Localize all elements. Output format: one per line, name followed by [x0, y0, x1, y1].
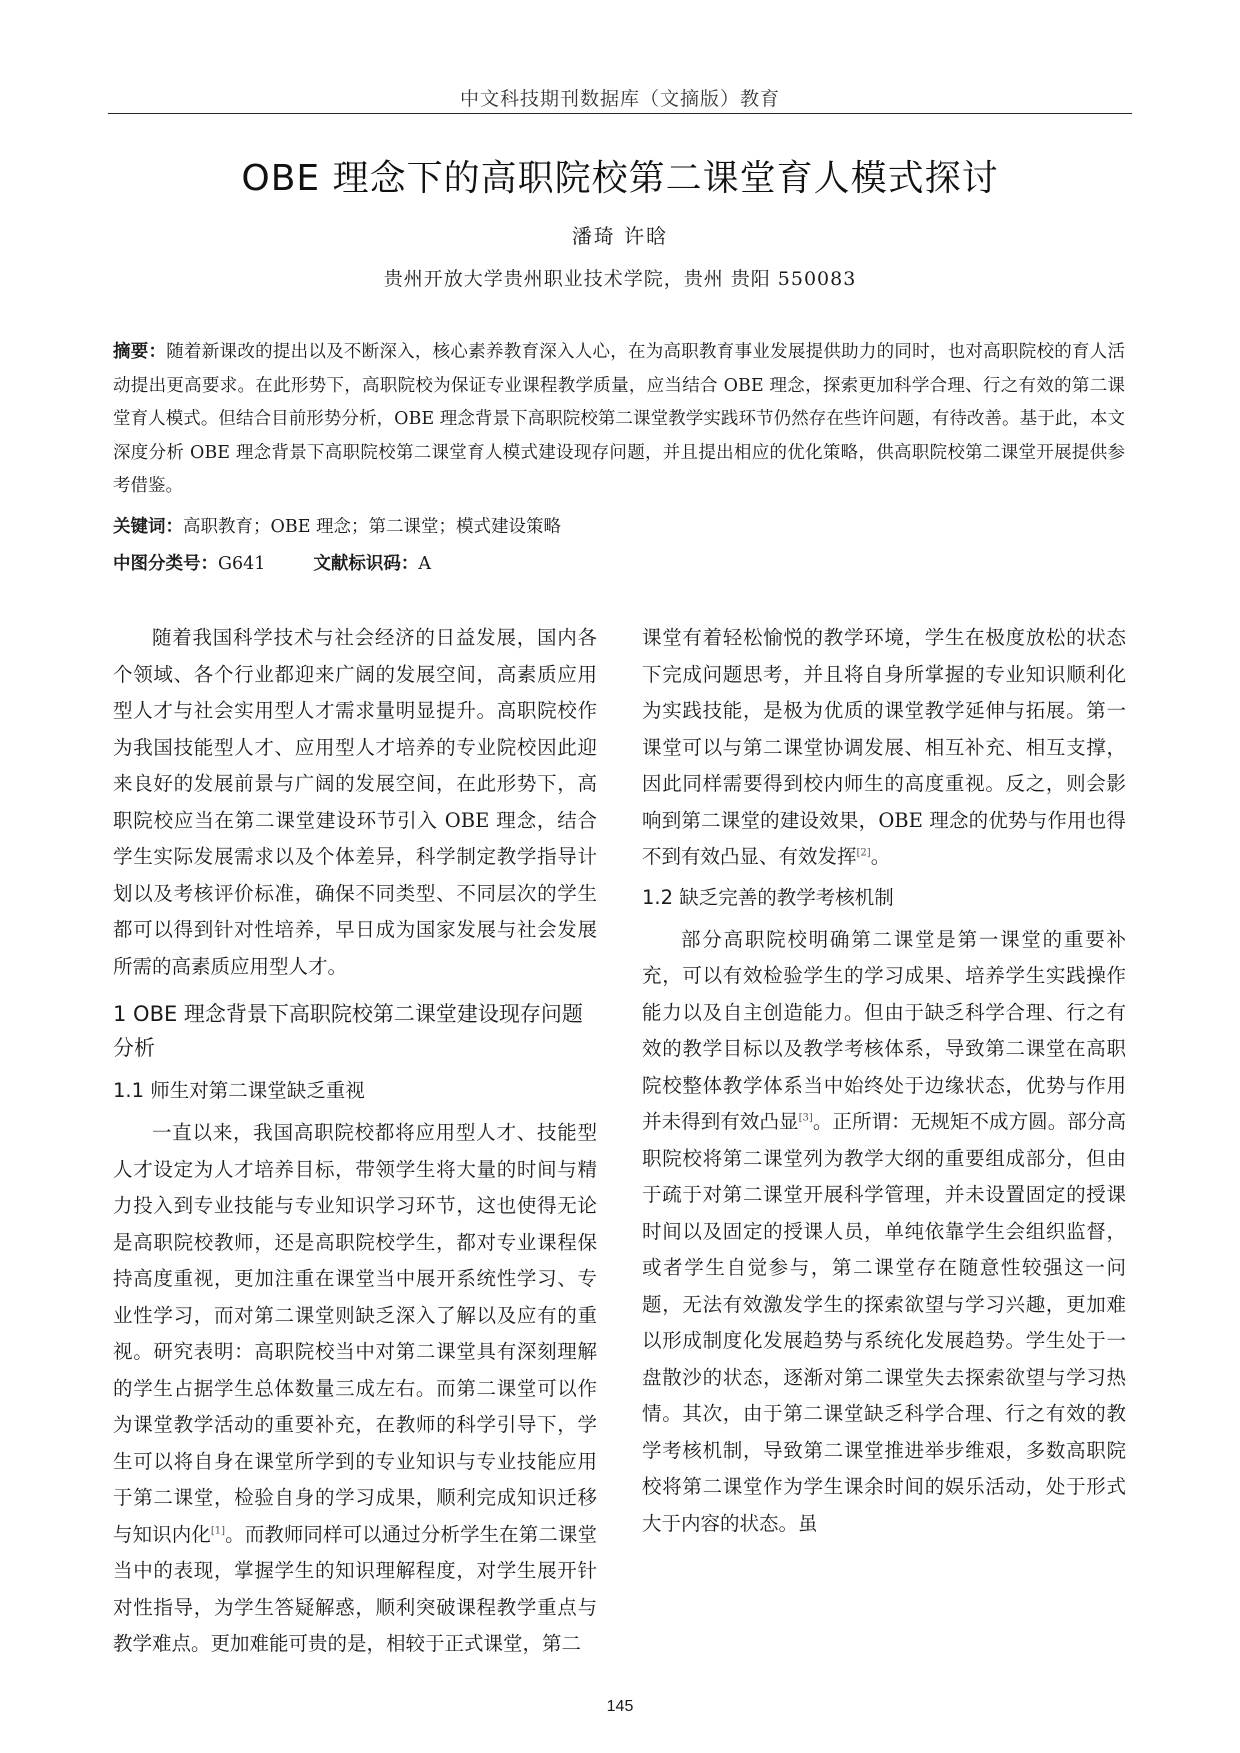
- paragraph-text: 。而教师同样可以通过分析学生在第二课堂当中的表现，掌握学生的知识理解程度，对学生展开针对性指导，为学生答疑解惑，顺利突破课程教学重点与教学难点。更加难能可贵的是，相较于正式课堂，第二: [113, 1522, 597, 1655]
- abstract-label: 摘要：: [113, 342, 167, 362]
- doc-code-label: 文献标识码：: [313, 554, 419, 574]
- section-1-1-paragraph: [113, 1115, 597, 1663]
- paper-title: OBE 理念下的高职院校第二课堂育人模式探讨: [241, 158, 999, 199]
- classification-line: [113, 549, 1125, 579]
- header-divider: [108, 113, 1132, 114]
- paragraph-text: 一直以来，我国高职院校都将应用型人才、技能型人才设定为人才培养目标，带领学生将大量的时间与精力投入到专业技能与专业知识学习环节，这也使得无论是高职院校教师，还是高职院校学生，都对专业课程保持高度重视，更加注重在课堂当中展开系统性学习、专业性学习，而对第二课堂则缺乏深入了解以及应有的重视。研究表明：高职院校当中对第二课堂具有深刻理解的学生占据学生总体数量三成左右。而第二课堂可以作为课堂教学活动的重要补充，在教师的科学引导下，学生可以将自身在课堂所学到的专业知识与专业技能应用于第二课堂，检验自身的学习成果，顺利完成知识迁移与知识内化: [113, 1121, 597, 1546]
- paragraph-text: 课堂有着轻松愉悦的教学环境，学生在极度放松的状态下完成问题思考，并且将自身所掌握的专业知识顺利化为实践技能，是极为优质的课堂教学延伸与拓展。第一课堂可以与第二课堂协调发展、相互补充、相互支撑，因此同样需要得到校内师生的高度重视。反之，则会影响到第二课堂的建设效果，OBE 理念的优势与作用也得不到有效凸显、有效发挥: [642, 626, 1126, 868]
- section-1-heading: 1 OBE 理念背景下高职院校第二课堂建设现存问题分析: [113, 1002, 583, 1060]
- paragraph-text: 。: [870, 845, 891, 868]
- intro-paragraph: 随着我国科学技术与社会经济的日益发展，国内各个领域、各个行业都迎来广阔的发展空间，高素质应用型人才与社会实用型人才需求量明显提升。高职院校作为我国技能型人才、应用型人才培养的专业院校因此迎来良好的发展前景与广阔的发展空间，在此形势下，高职院校应当在第二课堂建设环节引入 OBE 理念，结合学生实际发展需求以及个体差异，科学制定教学指导计划以及考核评价标准，确保不同类型、不同层次的学生都可以得到针对性培养，早日成为国家发展与社会发展所需的高素质应用型人才。: [113, 626, 597, 978]
- section-1-2-paragraph: [642, 922, 1126, 1543]
- doc-code-value: A: [418, 554, 432, 574]
- section-1-2-heading: 1.2 缺乏完善的教学考核机制: [642, 885, 894, 909]
- page-number: 145: [606, 1698, 634, 1715]
- abstract-text: 随着新课改的提出以及不断深入，核心素养教育深入人心，在为高职教育事业发展提供助力的同时，也对高职院校的育人活动提出更高要求。在此形势下，高职院校为保证专业课程教学质量，应当结合 OBE 理念，探索更加科学合理、行之有效的第二课堂育人模式。但结合目前形势分析，OBE 理念背景下高职院校第二课堂教学实践环节仍然存在些许问题，有待改善。基于此，本文深度分析 OBE 理念背景下高职院校第二课堂育人模式建设现存问题，并且提出相应的优化策略，供高职院校第二课堂开展提供参考借鉴。: [113, 342, 1126, 496]
- keywords: [113, 512, 1125, 542]
- clc-label: 中图分类号：: [113, 554, 218, 574]
- section-1-1-continuation: [642, 620, 1126, 876]
- keywords-label: 关键词：: [113, 517, 183, 537]
- paragraph-text: 部分高职院校明确第二课堂是第一课堂的重要补充，可以有效检验学生的学习成果、培养学生实践操作能力以及自主创造能力。但由于缺乏科学合理、行之有效的教学目标以及教学考核体系，导致第二课堂在高职院校整体教学体系当中始终处于边缘状态，优势与作用并未得到有效凸显: [642, 927, 1126, 1133]
- left-column: [113, 620, 597, 1663]
- paper-affiliation: 贵州开放大学贵州职业技术学院，贵州 贵阳 550083: [383, 268, 857, 290]
- clc-value: G641: [218, 554, 266, 574]
- paper-authors: 潘琦 许晗: [571, 224, 669, 248]
- keywords-text: 高职教育；OBE 理念；第二课堂；模式建设策略: [183, 517, 562, 537]
- citation-1[interactable]: [1]: [210, 1525, 226, 1536]
- paragraph-text: 。正所谓：无规矩不成方圆。部分高职院校将第二课堂列为教学大纲的重要组成部分，但由于疏于对第二课堂开展科学管理，并未设置固定的授课时间以及固定的授课人员，单纯依靠学生会组织监督，或者学生自觉参与，第二课堂存在随意性较强这一问题，无法有效激发学生的探索欲望与学习兴趣，更加难以形成制度化发展趋势与系统化发展趋势。学生处于一盘散沙的状态，逐渐对第二课堂失去探索欲望与学习热情。其次，由于第二课堂缺乏科学合理、行之有效的教学考核机制，导致第二课堂推进举步维艰，多数高职院校将第二课堂作为学生课余时间的娱乐活动，处于形式大于内容的状态。虽: [642, 1110, 1126, 1535]
- right-column: [642, 620, 1126, 1542]
- section-1-1-heading: 1.1 师生对第二课堂缺乏重视: [113, 1079, 365, 1102]
- citation-2[interactable]: [2]: [856, 847, 871, 859]
- journal-header: 中文科技期刊数据库（文摘版）教育: [459, 88, 780, 110]
- abstract: [113, 336, 1125, 504]
- citation-3[interactable]: [3]: [798, 1112, 813, 1124]
